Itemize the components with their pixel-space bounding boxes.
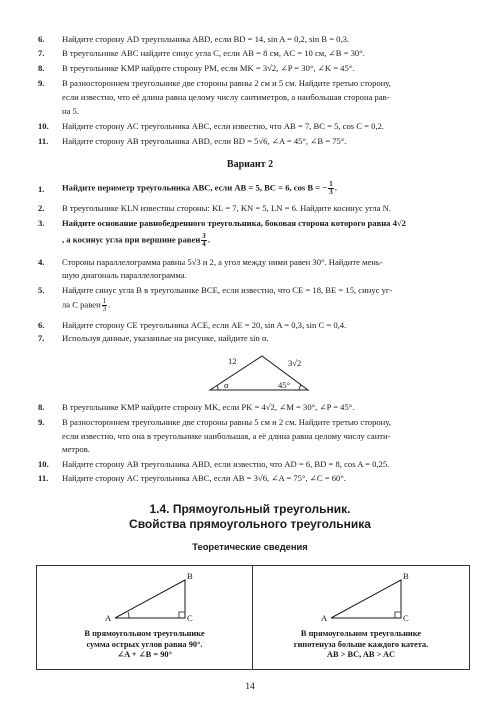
- problem-number: 7.: [38, 333, 45, 343]
- problem-text: В треугольнике KMP найдите сторону MK, если PK = 4√2, ∠M = 30°, ∠P = 45°.: [62, 402, 355, 412]
- angle-label-alpha: α: [224, 380, 229, 390]
- problem-text: В треугольнике ABC найдите синус угла C, если AB = 8 см, AC = 10 см, ∠B = 30°.: [62, 48, 365, 58]
- problem-number: 10.: [38, 459, 49, 469]
- vertex-A: A: [105, 613, 112, 623]
- problem-text: если известно, что её длина равна целому числу сантиметров, а наибольшая сторона рав-: [62, 92, 390, 102]
- section-title: 1.4. Прямоугольный треугольник.: [149, 502, 351, 516]
- problem-number: 5.: [38, 285, 45, 295]
- problem-text: шую диагональ параллелограмма.: [62, 270, 187, 280]
- vertex-C: C: [403, 613, 409, 623]
- problem-number: 8.: [38, 63, 45, 73]
- problem-number: 9.: [38, 78, 45, 88]
- problem-text: [62, 298, 110, 313]
- problem-number: 6.: [38, 34, 45, 44]
- fraction-denominator: 4: [202, 240, 206, 248]
- problem-text: Стороны параллелограмма равны 5√3 и 2, а угол между ними равен 30°. Найдите мень-: [62, 257, 383, 267]
- vertex-A: A: [321, 613, 328, 623]
- problem-number: 8.: [38, 402, 45, 412]
- caption-left: [37, 629, 252, 661]
- problem-text-main: Найдите периметр треугольника ABC, если AB = 5, BC = 6, cos B = −: [62, 182, 328, 193]
- problem-text: Найдите сторону AB треугольника ABD, если BD = 5√6, ∠A = 45°, ∠B = 75°.: [62, 136, 347, 146]
- fraction: [102, 297, 111, 313]
- caption-line: ∠A + ∠B = 90°: [117, 650, 172, 659]
- angle-label-45: 45°: [278, 380, 291, 390]
- problem-number: 10.: [38, 121, 49, 131]
- caption-right: [253, 629, 469, 661]
- problem-text: Используя данные, указанные на рисунке, найдите sin α.: [62, 333, 269, 343]
- problem-text: Найдите сторону AB треугольника ABD, если известно, что AD = 6, BD = 8, cos A = 0,25.: [62, 459, 390, 469]
- caption-line: В прямоугольном треугольнике: [84, 629, 205, 638]
- problem-text: В треугольнике KMP найдите сторону PM, если MK = 3√2, ∠P = 30°, ∠K = 45°.: [62, 63, 355, 73]
- problem-text: Найдите основание равнобедренного треугольника, боковая сторона которого равна 4√2: [62, 218, 406, 228]
- problem-number: 11.: [38, 473, 49, 483]
- problem-text-main: ла C равен: [62, 299, 101, 310]
- problem-text: Найдите сторону CE треугольника ACE, если AE = 20, sin A = 0,3, sin C = 0,4.: [62, 320, 347, 330]
- vertex-C: C: [187, 613, 193, 623]
- problem-text-main: , а косинус угла при вершине равен: [62, 234, 201, 245]
- fraction: [328, 181, 334, 196]
- problem-number: 6.: [38, 320, 45, 330]
- problem-number: 3.: [38, 218, 45, 228]
- problem-number: 1.: [38, 184, 45, 194]
- problem-number: 9.: [38, 417, 45, 427]
- fraction-numerator: 1: [329, 180, 333, 188]
- problem-text: Найдите сторону AD треугольника ABD, если BD = 14, sin A = 0,2, sin B = 0,3.: [62, 34, 350, 44]
- angle-arc-right: [299, 385, 301, 390]
- problem-number: 11.: [38, 136, 49, 146]
- caption-line: AB > BC, AB > AC: [326, 650, 396, 659]
- fraction-numerator: 3: [202, 232, 206, 240]
- problem-text-end: .: [207, 234, 210, 245]
- variant-title: Вариант 2: [226, 159, 274, 170]
- page-number: 14: [245, 681, 255, 692]
- vertex-B: B: [187, 571, 193, 581]
- side-label-left: 12: [228, 356, 237, 366]
- problem-text: метров.: [62, 444, 90, 454]
- theory-box: [36, 565, 470, 670]
- problem-number: 2.: [38, 203, 45, 213]
- caption-line: гипотенуза больше каждого катета.: [293, 639, 429, 649]
- problem-text: Найдите сторону AC треугольника ABC, если AB = 3√6, ∠A = 75°, ∠C = 60°.: [62, 473, 346, 483]
- problem-number: 4.: [38, 257, 45, 267]
- problem-text: В разностороннем треугольнике две стороны равны 2 см и 5 см. Найдите третью сторону,: [62, 78, 391, 88]
- fraction-denominator: 3: [102, 305, 107, 313]
- caption-line: сумма острых углов равна 90°.: [86, 639, 203, 649]
- problem-text-end: .: [108, 299, 111, 310]
- fraction-numerator: 1: [102, 297, 107, 305]
- problem-text: В разностороннем треугольнике две стороны равны 5 см и 2 см. Найдите третью сторону,: [62, 417, 391, 427]
- triangle-figure: [200, 350, 320, 396]
- problem-text: на 5.: [62, 106, 80, 116]
- fraction: [201, 233, 207, 248]
- side-label-right: 3√2: [288, 358, 302, 368]
- problem-text: Найдите синус угла B в треугольнике BCE, если известно, что CE = 18, BE = 15, синус уг-: [62, 285, 393, 295]
- triangle-drawing: [200, 350, 320, 396]
- theory-title: Теоретические сведения: [192, 541, 308, 552]
- problem-text: [62, 181, 337, 196]
- problem-number: 7.: [38, 48, 45, 58]
- problem-text: [62, 233, 210, 248]
- problem-text: В треугольнике KLN известны стороны: KL = 7, KN = 5, LN = 6. Найдите косинус угла N.: [62, 203, 391, 213]
- fraction-denominator: 3: [329, 188, 333, 196]
- angle-arc-left: [217, 385, 218, 390]
- section-subtitle: Свойства прямоугольного треугольника: [129, 517, 371, 531]
- vertex-B: B: [403, 571, 409, 581]
- problem-text-end: .: [334, 182, 337, 193]
- caption-line: В прямоугольном треугольнике: [300, 629, 422, 638]
- problem-text: Найдите сторону AC треугольника ABC, если известно, что AB = 7, BC = 5, cos C = 0,2.: [62, 121, 385, 131]
- problem-text: если известно, что она в треугольнике наибольшая, а её длина равна целому числу санти-: [62, 431, 391, 441]
